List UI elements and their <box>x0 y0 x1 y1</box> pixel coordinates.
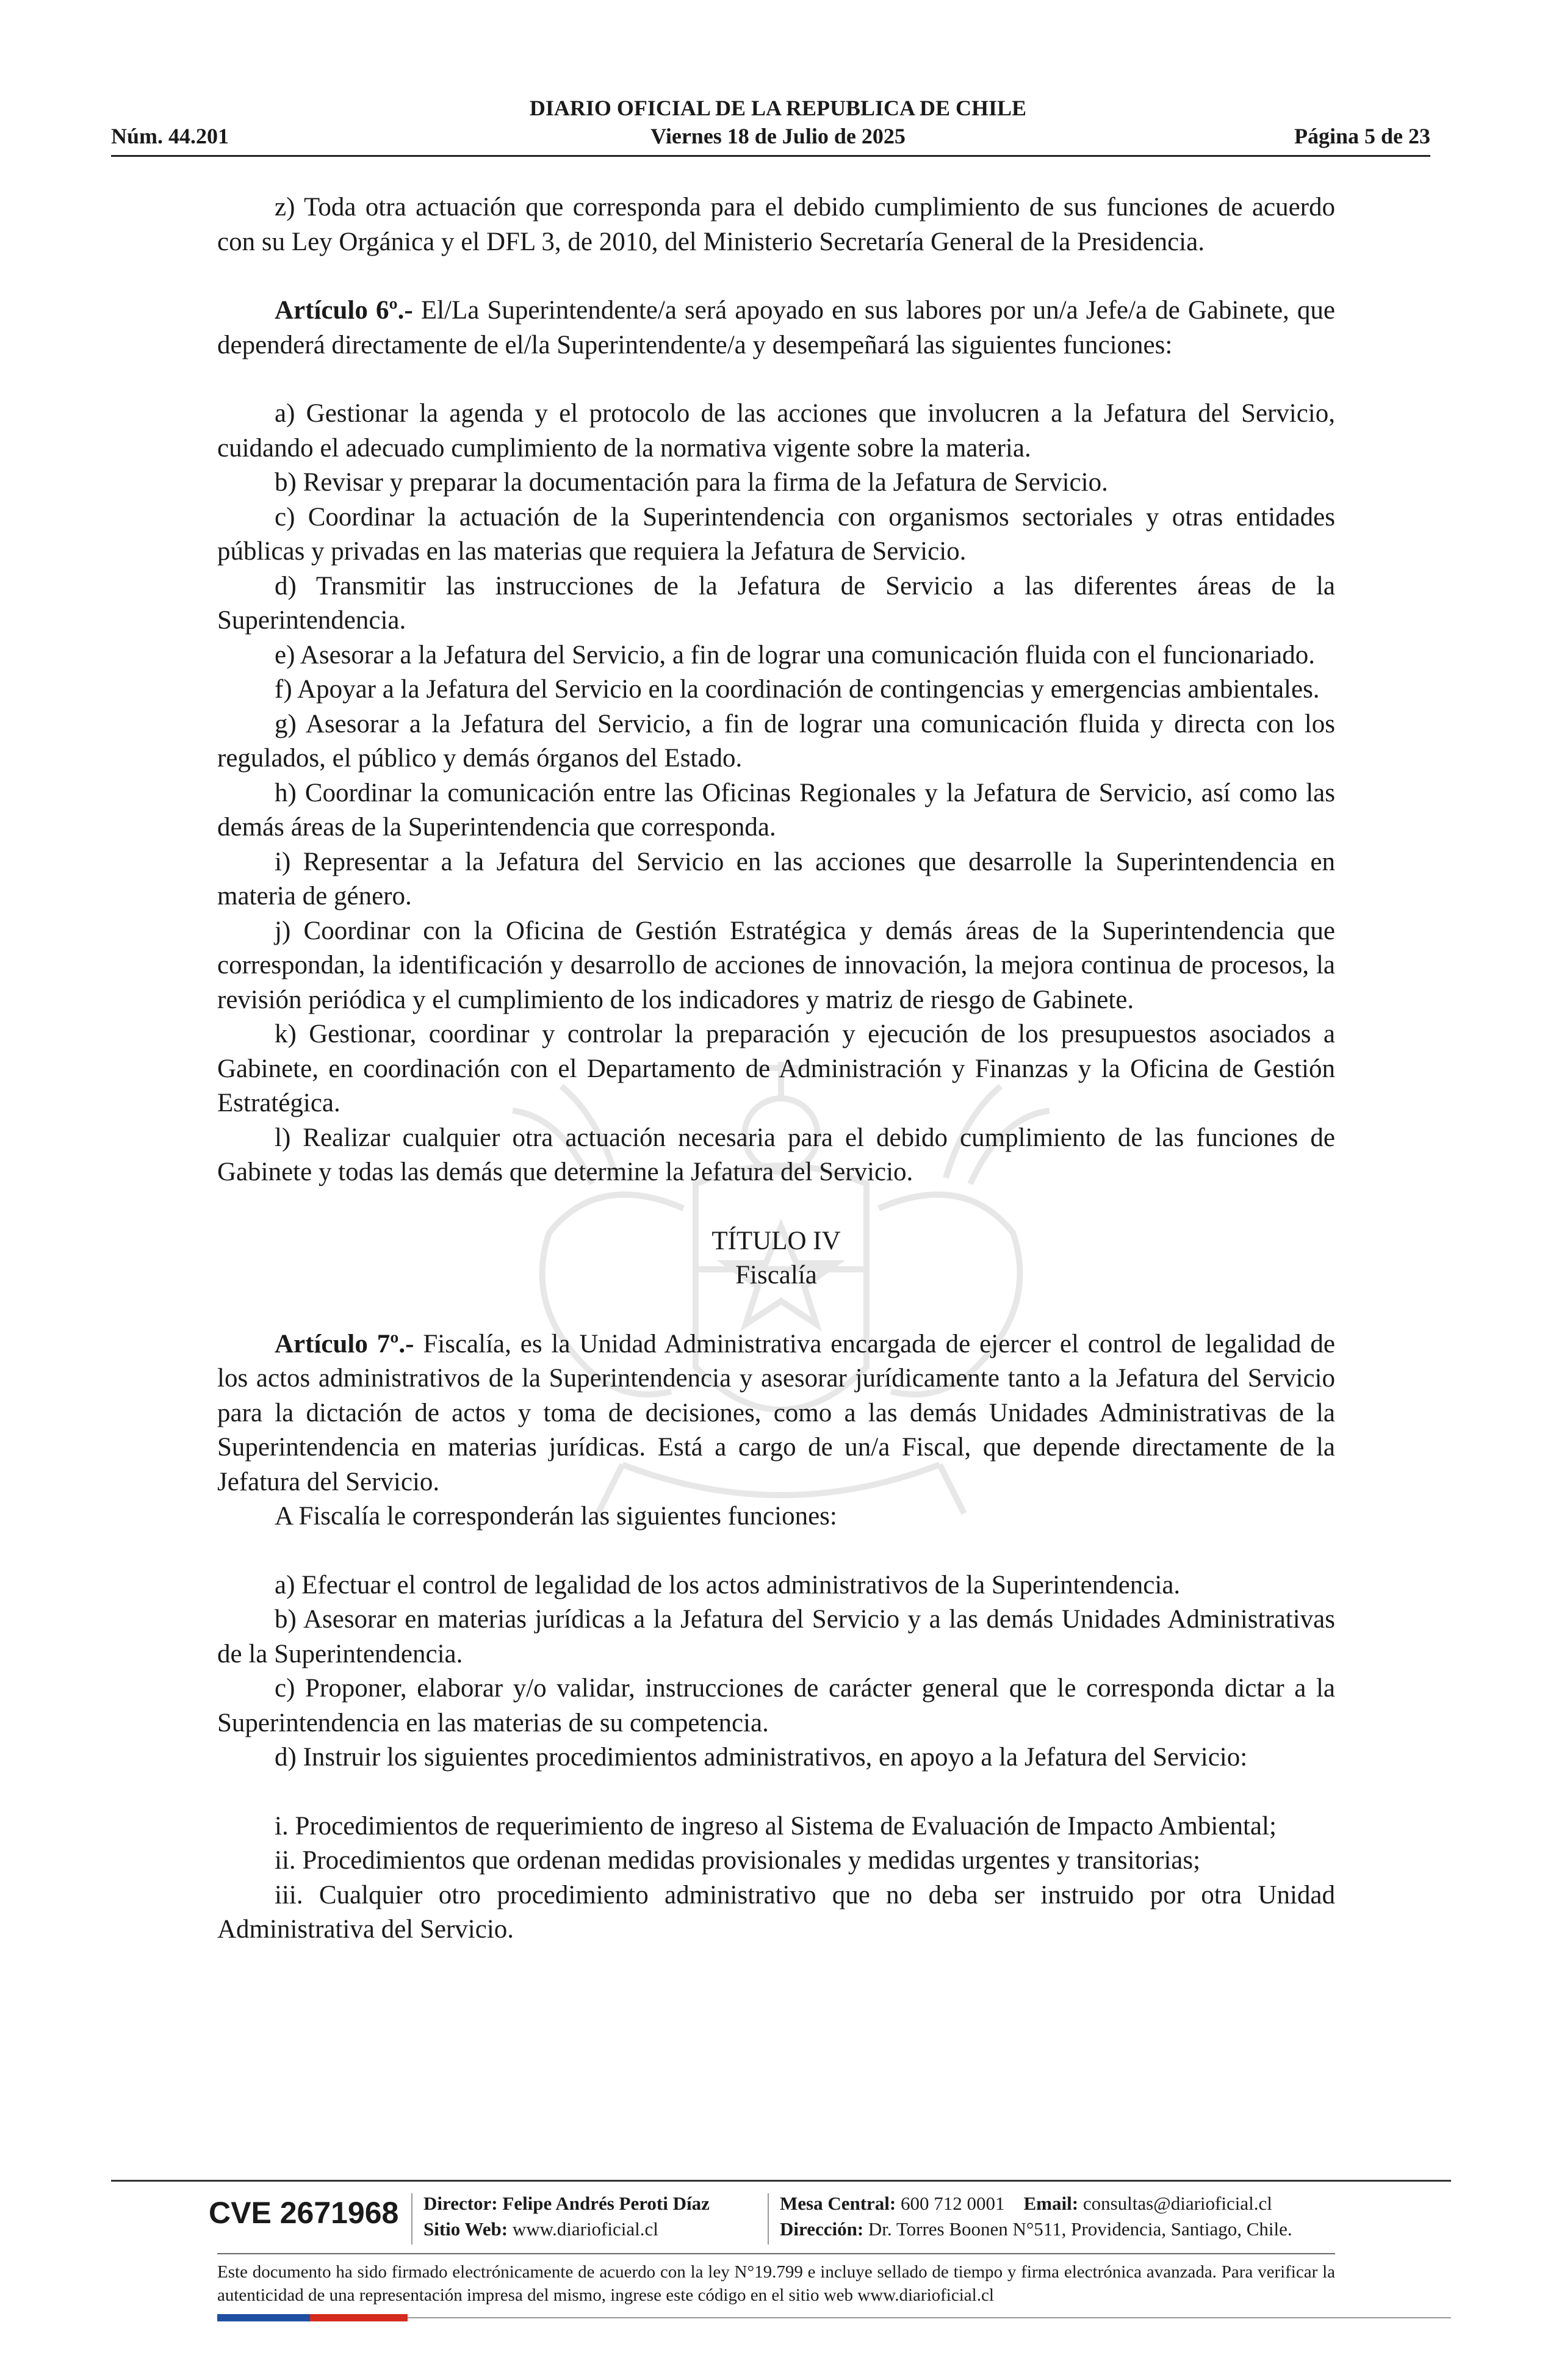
flag-stripe-red <box>310 2314 408 2321</box>
website-line: Sitio Web: www.diarioficial.cl <box>423 2218 658 2240</box>
article-7-subitem-ii: ii. Procedimientos que ordenan medidas provisionales y medidas urgentes y transitorias; <box>275 1846 1201 1875</box>
signature-note: Este documento ha sido firmado electrónicamente de acuerdo con la ley N°19.799 e incluye sellado de tiempo y firma electrónica avanzada. Para verificar la autenticidad de una representación impresa del mismo, ingrese este código en el sitio web www.diarioficial.cl <box>217 2262 1335 2305</box>
article-7-subitem-i: i. Procedimientos de requerimiento de ingreso al Sistema de Evaluación de Impacto Ambiental; <box>275 1811 1277 1841</box>
article-6-item-e: e) Asesorar a la Jefatura del Servicio, a fin de lograr una comunicación fluida con el funcionariado. <box>275 640 1315 669</box>
article-7-label: Artículo 7º.- <box>275 1329 414 1358</box>
article-6-item-c: c) Coordinar la actuación de la Superintendencia con organismos sectoriales y otras entidades públicas y privadas en las materias que requiera la Jefatura de Servicio. <box>217 502 1335 566</box>
director-line: Director: Felipe Andrés Peroti Díaz <box>423 2193 710 2214</box>
footer-divider-middle <box>217 2253 1335 2254</box>
article-6-text: El/La Superintendente/a será apoyado en sus labores por un/a Jefe/a de Gabinete, que dependerá directamente de el/la Superintendente/a y desempeñará las siguientes funciones: <box>217 296 1335 359</box>
address-line: Dirección: Dr. Torres Boonen N°511, Providencia, Santiago, Chile. <box>780 2218 1292 2240</box>
contact-line: Mesa Central: 600 712 0001 Email: consultas@diarioficial.cl <box>780 2193 1272 2214</box>
cve-code: CVE 2671968 <box>209 2196 399 2230</box>
footer-divider-top <box>111 2180 1451 2182</box>
article-6-item-g: g) Asesorar a la Jefatura del Servicio, a fin de lograr una comunicación fluida y directa con los regulados, el público y demás órganos del Estado. <box>217 709 1335 773</box>
article-6-item-b: b) Revisar y preparar la documentación para la firma de la Jefatura de Servicio. <box>275 468 1108 497</box>
newspaper-title: DIARIO OFICIAL DE LA REPUBLICA DE CHILE <box>529 96 1027 120</box>
title-iv-name: Fiscalía <box>735 1261 817 1289</box>
flag-stripe-blue <box>217 2314 310 2321</box>
article-6-label: Artículo 6º.- <box>275 296 413 325</box>
article-7-subitem-iii: iii. Cualquier otro procedimiento administrativo que no deba ser instruido por otra Unidad Administrativa del Servicio. <box>217 1880 1335 1944</box>
article-6-item-i: i) Representar a la Jefatura del Servicio en las acciones que desarrolle la Superintendencia en materia de género. <box>217 847 1335 911</box>
article-7-text: Fiscalía, es la Unidad Administrativa encargada de ejercer el control de legalidad de los actos administrativos de la Superintendencia y asesorar jurídicamente tanto a la Jefatura del Servicio para la dictación de actos y toma de decisiones, como a las demás Unidades Administrativas de la Superintendencia en materias jurídicas. Está a cargo de un/a Fiscal, que depende directamente de la Jefatura del Servicio. <box>217 1329 1335 1496</box>
article-6-item-j: j) Coordinar con la Oficina de Gestión Estratégica y demás áreas de la Superintendencia que correspondan, la identificación y desarrollo de acciones de innovación, la mejora continua de procesos, la revisión periódica y el cumplimiento de los indicadores y matriz de riesgo de Gabinete. <box>217 916 1335 1014</box>
header-divider <box>111 155 1430 157</box>
article-6-item-l: l) Realizar cualquier otra actuación necesaria para el debido cumplimiento de las funciones de Gabinete y todas las demás que determine la Jefatura del Servicio. <box>217 1123 1335 1186</box>
paragraph-item-z: z) Toda otra actuación que corresponda para el debido cumplimiento de sus funciones de acuerdo con su Ley Orgánica y el DFL 3, de 2010, del Ministerio Secretaría General de la Presidencia. <box>217 193 1335 256</box>
article-7-intro: A Fiscalía le corresponderán las siguientes funciones: <box>275 1502 837 1531</box>
issue-date: Viernes 18 de Julio de 2025 <box>650 124 906 148</box>
article-6-item-k: k) Gestionar, coordinar y controlar la preparación y ejecución de los presupuestos asociados a Gabinete, en coordinación con el Departamento de Administración y Finanzas y la Oficina de Gestión Estratégica. <box>217 1020 1335 1117</box>
footer-separator <box>411 2193 412 2245</box>
article-7-paragraph <box>217 1327 1335 1500</box>
email-link[interactable]: consultas@diarioficial.cl <box>1078 2193 1272 2214</box>
article-6-item-f: f) Apoyar a la Jefatura del Servicio en la coordinación de contingencias y emergencias ambientales. <box>275 675 1320 704</box>
page-number: Página 5 de 23 <box>1294 124 1430 148</box>
article-6-item-h: h) Coordinar la comunicación entre las Oficinas Regionales y la Jefatura de Servicio, así como las demás áreas de la Superintendencia que corresponda. <box>217 778 1335 842</box>
article-6-item-a: a) Gestionar la agenda y el protocolo de las acciones que involucren a la Jefatura del Servicio, cuidando el adecuado cumplimiento de la normativa vigente sobre la materia. <box>217 399 1335 463</box>
issue-number: Núm. 44.201 <box>111 124 229 148</box>
footer-contact-block <box>780 2191 1292 2242</box>
document-body <box>217 190 1335 1947</box>
website-link[interactable]: www.diarioficial.cl <box>508 2218 658 2240</box>
article-6-paragraph <box>217 294 1335 362</box>
footer-separator <box>768 2193 769 2245</box>
title-iv-heading: TÍTULO IV <box>711 1226 841 1255</box>
article-7-item-b: b) Asesorar en materias jurídicas a la Jefatura del Servicio y a las demás Unidades Administrativas de la Superintendencia. <box>217 1605 1335 1668</box>
footer-director-block <box>423 2191 710 2242</box>
article-7-item-c: c) Proponer, elaborar y/o validar, instrucciones de carácter general que le corresponda dictar a la Superintendencia en las materias de su competencia. <box>217 1674 1335 1737</box>
footer-divider-bottom <box>408 2317 1451 2318</box>
article-7-item-d: d) Instruir los siguientes procedimientos administrativos, en apoyo a la Jefatura del Servicio: <box>275 1743 1248 1772</box>
article-6-item-d: d) Transmitir las instrucciones de la Jefatura de Servicio a las diferentes áreas de la Superintendencia. <box>217 571 1335 635</box>
article-7-item-a: a) Efectuar el control de legalidad de los actos administrativos de la Superintendencia. <box>275 1570 1181 1599</box>
